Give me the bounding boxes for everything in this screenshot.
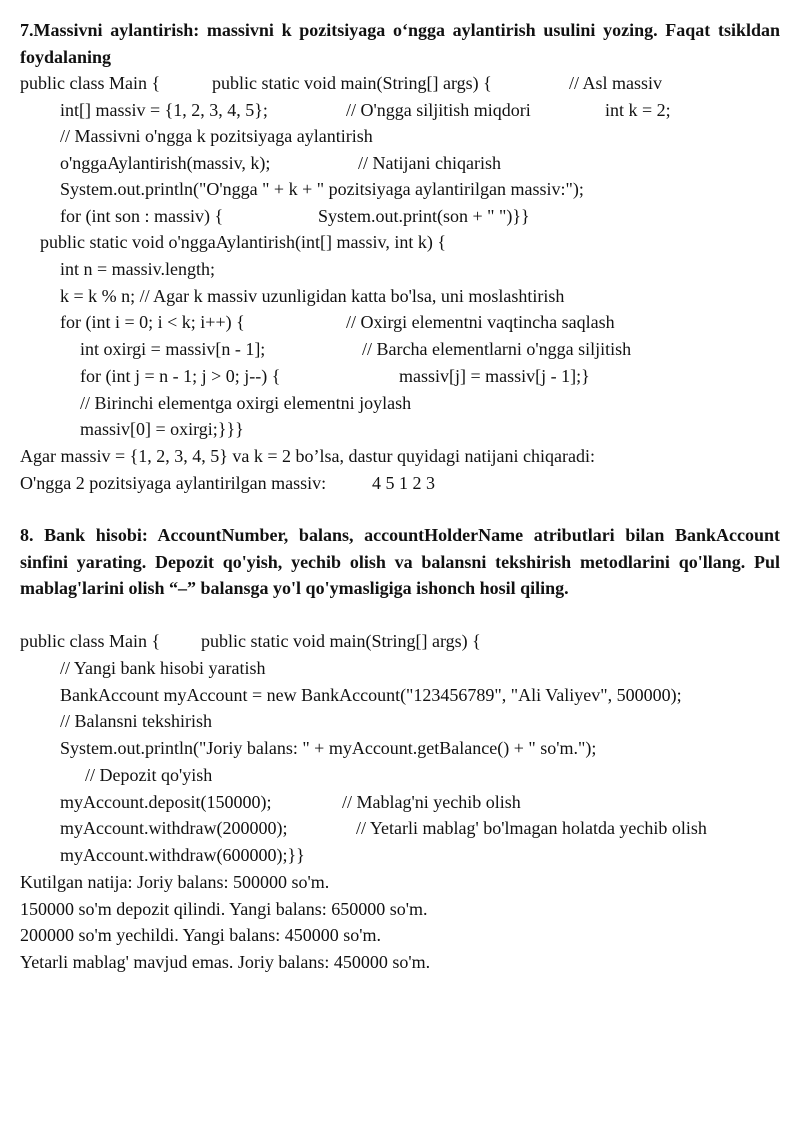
code-segment: k = k % n; // Agar k massiv uzunligidan katta bo'lsa, uni moslashtirish: [60, 286, 565, 306]
code-line: [0, 762, 213, 789]
code-segment: System.out.println("O'ngga " + k + " pozitsiyaga aylantirilgan massiv:");: [60, 179, 584, 199]
code-segment: public class Main {: [20, 73, 161, 93]
result-text: Kutilgan natija: Joriy balans: 500000 so'm.: [20, 872, 330, 892]
result-text: O'ngga 2 pozitsiyaga aylantirilgan massiv:: [20, 473, 327, 493]
result-text: Agar massiv = {1, 2, 3, 4, 5} va k = 2 bo’lsa, dastur quyidagi natijani chiqaradi:: [20, 446, 595, 466]
code-segment: int[] massiv = {1, 2, 3, 4, 5};: [60, 100, 268, 120]
code-segment: for (int son : massiv) {: [60, 206, 224, 226]
code-line: [0, 176, 584, 203]
code-segment: public static void main(String[] args) {: [201, 631, 481, 651]
text-line: [0, 869, 330, 896]
code-comment: // Yangi bank hisobi yaratish: [60, 658, 266, 678]
code-comment: // Massivni o'ngga k pozitsiyaga aylantirish: [60, 126, 373, 146]
text-line: [0, 443, 595, 470]
section-7-heading: 7.Massivni aylantirish: massivni k pozitsiyaga o‘ngga aylantirish usulini yozing. Faqat tsikldan foydalaning: [20, 20, 780, 67]
code-segment: myAccount.withdraw(600000);}}: [60, 845, 305, 865]
code-segment: massiv[0] = oxirgi;}}}: [80, 419, 244, 439]
code-line: [0, 682, 682, 709]
code-segment: public static void main(String[] args) {: [212, 73, 492, 93]
code-comment: // Oxirgi elementni vaqtincha saqlash: [346, 312, 615, 332]
code-comment: // Natijani chiqarish: [358, 153, 501, 173]
text-line: [0, 470, 435, 497]
code-line: [0, 815, 707, 842]
code-line: [0, 229, 447, 256]
code-comment: // O'ngga siljitish miqdori: [346, 100, 531, 120]
code-comment: // Yetarli mablag' bo'lmagan holatda yechib olish: [356, 818, 707, 838]
code-comment: // Barcha elementlarni o'ngga siljitish: [362, 339, 632, 359]
code-line: [0, 283, 565, 310]
text-line: [0, 922, 381, 949]
code-segment: for (int i = 0; i < k; i++) {: [60, 312, 245, 332]
section-8-heading: 8. Bank hisobi: AccountNumber, balans, accountHolderName atributlari bilan BankAccount sinfini yarating. Depozit qo'yish, yechib olish va balansni tekshirish metodlarini qo'llang. Pul mablag'larini olish “–” balansga yo'l qo'ymasligiga ishonch hosil qiling.: [20, 525, 780, 598]
result-value: 4 5 1 2 3: [372, 473, 435, 493]
code-segment: int oxirgi = massiv[n - 1];: [80, 339, 266, 359]
code-comment: // Birinchi elementga oxirgi elementni joylash: [80, 393, 412, 413]
text-line: [0, 949, 431, 976]
code-comment: // Balansni tekshirish: [60, 711, 212, 731]
code-line: [0, 789, 521, 816]
code-line: [0, 203, 530, 230]
result-text: 150000 so'm depozit qilindi. Yangi balans: 650000 so'm.: [20, 899, 428, 919]
code-segment: BankAccount myAccount = new BankAccount("123456789", "Ali Valiyev", 500000);: [60, 685, 682, 705]
code-line: [0, 842, 305, 869]
code-line: [0, 655, 266, 682]
code-segment: int k = 2;: [605, 100, 671, 120]
code-line: [0, 735, 597, 762]
code-segment: System.out.print(son + " ")}}: [318, 206, 530, 226]
code-line: [0, 708, 212, 735]
result-text: 200000 so'm yechildi. Yangi balans: 450000 so'm.: [20, 925, 381, 945]
code-segment: System.out.println("Joriy balans: " + myAccount.getBalance() + " so'm.");: [60, 738, 597, 758]
code-line: [0, 363, 590, 390]
code-line: [0, 150, 501, 177]
code-segment: myAccount.withdraw(200000);: [60, 818, 288, 838]
code-comment: // Mablag'ni yechib olish: [342, 792, 521, 812]
code-segment: o'nggaAylantirish(massiv, k);: [60, 153, 271, 173]
code-comment: // Depozit qo'yish: [85, 765, 213, 785]
text-line: [0, 896, 428, 923]
code-line: [0, 336, 632, 363]
code-line: [0, 123, 373, 150]
code-segment: int n = massiv.length;: [60, 259, 215, 279]
result-text: Yetarli mablag' mavjud emas. Joriy balans: 450000 so'm.: [20, 952, 431, 972]
code-line: [0, 628, 481, 655]
code-comment: // Asl massiv: [569, 73, 663, 93]
code-segment: public class Main {: [20, 631, 161, 651]
code-segment: for (int j = n - 1; j > 0; j--) {: [80, 366, 281, 386]
code-line: [0, 416, 244, 443]
code-segment: public static void o'nggaAylantirish(int[] massiv, int k) {: [40, 232, 447, 252]
code-line: [0, 309, 615, 336]
code-line: [0, 390, 412, 417]
code-line: [0, 97, 671, 124]
code-segment: myAccount.deposit(150000);: [60, 792, 272, 812]
code-line: [0, 70, 663, 97]
code-line: [0, 256, 215, 283]
code-segment: massiv[j] = massiv[j - 1];}: [399, 366, 590, 386]
